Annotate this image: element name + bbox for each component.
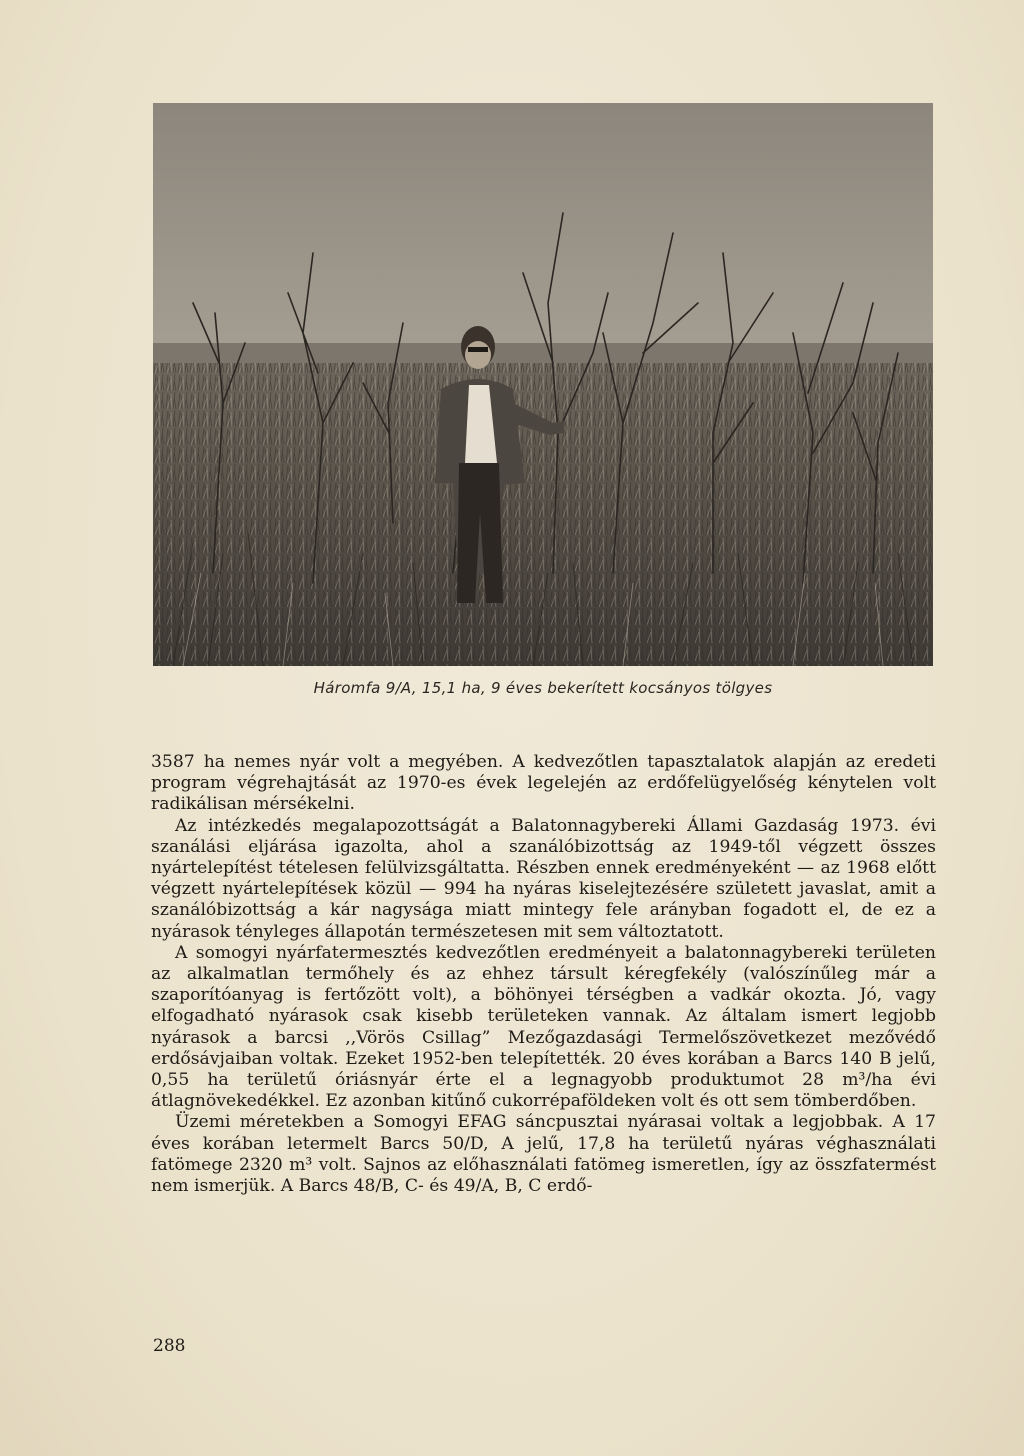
paragraph-3: A somogyi nyárfatermesztés kedvezőtlen eredményeit a balatonnagybereki területen az alkalmatlan termőhely és az ehhez társult kéregfekély (valószínűleg már a szaporítóanyag is fertőzött volt), a böhönyei térségben a vadkár okozta. Jó, vagy elfogadható nyárasok csak kisebb területeken vannak. Az általam ismert legjobb nyárasok a barcsi ,,Vörös Csillag” Mezőgazdasági Termelőszövetkezet mezővédő erdősávjaiban voltak. Ezeket 1952-ben telepítették. 20 éves korában a Barcs 140 B jelű, 0,55 ha területű óriásnyár érte el a legnagyobb produktumot 28 m³/ha évi átlagnövekedékkel. Ez azonban kitűnő cukorrépaföldeken volt és ott sem tömberdőben.	[151, 942, 936, 1112]
figure-caption: Háromfa 9/A, 15,1 ha, 9 éves bekerített kocsányos tölgyes	[313, 679, 773, 697]
paragraph-1: 3587 ha nemes nyár volt a megyében. A kedvezőtlen tapasztalatok alapján az eredeti program végrehajtását az 1970-es évek legelején az erdőfelügyelőség kénytelen volt radikálisan mérsékelni.	[151, 752, 936, 815]
paragraph-4: Üzemi méretekben a Somogyi EFAG sáncpusztai nyárasai voltak a legjobbak. A 17 éves korában letermelt Barcs 50/D, A jelű, 17,8 ha területű nyáras véghasználati fatömege 2320 m³ volt. Sajnos az előhasználati fatömeg ismeretlen, így az összfatermést nem ismerjük. A Barcs 48/B, C- és 49/A, B, C erdő-	[151, 1112, 936, 1197]
body-text	[151, 752, 936, 1197]
page-number: 288	[153, 1336, 186, 1356]
figure-photo-field-with-man-and-saplings	[153, 103, 933, 666]
paragraph-2: Az intézkedés megalapozottságát a Balatonnagybereki Állami Gazdaság 1973. évi szanálási eljárása igazolta, ahol a szanálóbizottság az 1949-től végzett összes nyártelepítést tételesen felülvizsgáltatta. Részben ennek eredményeként — az 1968 előtt végzett nyártelepítések közül — 994 ha nyáras kiselejtezésére született javaslat, amit a szanálóbizottság a kár nagysága miatt mintegy fele arányban fogadott el, de ez a nyárasok tényleges állapotán természetesen mit sem változtatott.	[151, 815, 936, 942]
